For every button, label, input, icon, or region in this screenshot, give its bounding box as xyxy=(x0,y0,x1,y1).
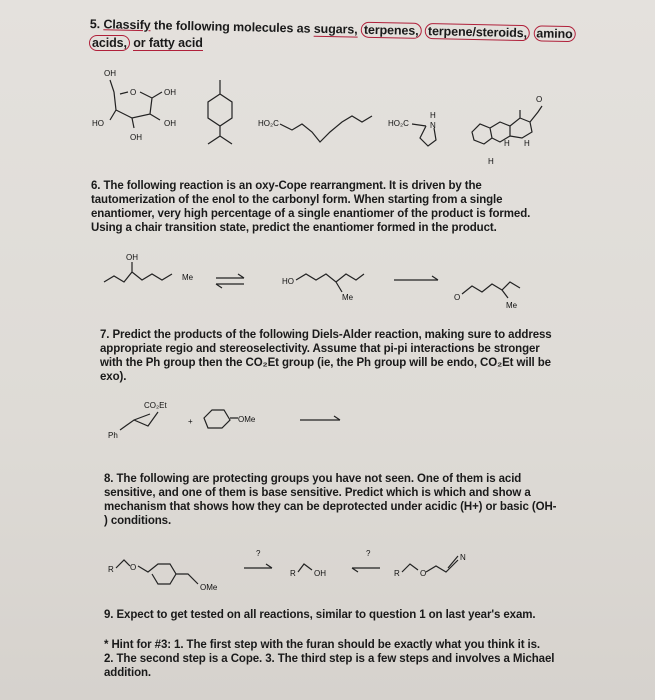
q8-text-line3: mechanism that shows how they can be deprotected under acidic (H+) or basic (OH- xyxy=(104,501,557,513)
mol1-oh-top: OH xyxy=(104,69,116,78)
mol4-ho2c: HO₂C xyxy=(388,119,409,128)
q8-text-line4: ) conditions. xyxy=(104,515,172,527)
q6-oh-label: OH xyxy=(126,253,138,262)
q7-text-line4: exo). xyxy=(100,371,127,383)
q8-o3: O xyxy=(420,569,427,578)
hint-text-line3: addition. xyxy=(104,667,152,679)
q6-ho-label: HO xyxy=(282,277,294,286)
q8-question2: ? xyxy=(366,549,371,558)
q6-o-label: O xyxy=(454,293,461,302)
hint-line1 xyxy=(104,638,540,653)
terpene-molecule xyxy=(208,80,232,144)
q8-line4 xyxy=(104,514,171,529)
q7-text-line2: appropriate regio and stereoselectivity. Assume that pi-pi interactions be stronger xyxy=(100,343,540,355)
q5-amino: amino xyxy=(533,25,576,42)
q5-classify: Classify xyxy=(103,17,151,33)
q7-line2 xyxy=(100,342,540,357)
q8-text-line2: sensitive, and one of them is base sensitive. Predict which is which and show a xyxy=(104,487,531,499)
q8-question1: ? xyxy=(256,549,261,558)
hint-line3 xyxy=(104,666,151,681)
hint-text-line2: 2. The second step is a Cope. 3. The third step is a few steps and involves a Michael xyxy=(104,653,555,665)
q8-line2 xyxy=(104,486,531,501)
q8-r1: R xyxy=(108,565,114,574)
q5-molecules-figure xyxy=(80,62,560,172)
mol1-oh-bottom: OH xyxy=(130,133,142,142)
q9-text-line1: 9. Expect to get tested on all reactions, similar to question 1 on last year's exam. xyxy=(104,609,536,621)
fatty-acid-molecule xyxy=(258,116,372,142)
amino-acid-molecule xyxy=(388,111,436,146)
mol1-ring-o: O xyxy=(130,88,137,97)
q7-reaction-figure xyxy=(100,398,380,448)
mol1-oh-right: OH xyxy=(164,88,176,97)
q8-line3 xyxy=(104,500,556,515)
mol3-ho2c: HO₂C xyxy=(258,119,279,128)
q6-text-line3: enantiomer, very high percentage of a single enantiomer of the product is formed. xyxy=(91,208,531,220)
mol1-oh-right2: OH xyxy=(164,119,176,128)
q6-text-line1: 6. The following reaction is an oxy-Cope rearrangment. It is driven by the xyxy=(91,180,482,192)
sugar-molecule xyxy=(92,69,176,142)
q5-or-fatty-acid: or fatty acid xyxy=(133,36,203,50)
q6-me-label1: Me xyxy=(182,273,194,282)
mol5-h3: H xyxy=(488,157,494,166)
q8-text-line1: 8. The following are protecting groups you have not seen. One of them is acid xyxy=(104,473,522,485)
q8-o1: O xyxy=(130,563,137,572)
q8-r2: R xyxy=(290,569,296,578)
q6-reaction-figure xyxy=(96,250,536,310)
q8-n-label: N xyxy=(460,553,466,562)
hint-text-line1: * Hint for #3: 1. The first step with the furan should be exactly what you think it is. xyxy=(104,639,541,651)
mol5-ketone-o: O xyxy=(536,95,543,104)
q6-me-label3: Me xyxy=(506,301,518,310)
q6-text-line4: Using a chair transition state, predict the enantiomer formed in the product. xyxy=(91,222,497,234)
mol5-h1: H xyxy=(504,139,510,148)
q6-line4 xyxy=(91,221,497,236)
q7-co2et-label: CO₂Et xyxy=(144,401,167,410)
q7-ome-label: OMe xyxy=(238,415,256,424)
q7-line1 xyxy=(100,328,552,343)
q6-me-label2: Me xyxy=(342,293,354,302)
hint-line2 xyxy=(104,652,554,667)
q5-acids: acids, xyxy=(89,35,130,51)
q6-text-line2: tautomerization of the enol to the carbonyl form. When starting from a single xyxy=(91,194,503,206)
q5-terpene-steroids: terpene/steroids, xyxy=(425,23,530,41)
q8-line1 xyxy=(104,472,521,487)
q7-text-line1: 7. Predict the products of the following Diels-Alder reaction, making sure to address xyxy=(100,329,552,341)
q7-text-line3: with the Ph group then the CO₂Et group (ie, the Ph group will be endo, CO₂Et will be xyxy=(100,357,551,369)
q7-line3 xyxy=(100,356,551,371)
q7-ph-label: Ph xyxy=(108,431,118,440)
mol1-ho: HO xyxy=(92,119,104,128)
q5-line1-rest: the following molecules as xyxy=(150,18,314,36)
q6-line2 xyxy=(91,193,502,208)
q8-ome-label: OMe xyxy=(200,583,218,592)
q5-sugars: sugars, xyxy=(313,21,358,37)
steroid-molecule xyxy=(472,95,542,166)
mol4-h: H xyxy=(430,111,436,120)
q9-line1 xyxy=(104,608,535,623)
q8-oh-label: OH xyxy=(314,569,326,578)
q8-r3: R xyxy=(394,569,400,578)
q5-number: 5. xyxy=(89,17,104,32)
q5-terpenes: terpenes, xyxy=(361,22,422,39)
q6-line3 xyxy=(91,207,530,222)
mol4-n: N xyxy=(430,121,436,130)
mol5-h2: H xyxy=(524,139,530,148)
q7-line4 xyxy=(100,370,126,385)
q6-line1 xyxy=(91,179,482,194)
q8-reaction-figure xyxy=(104,546,474,596)
q5-line2 xyxy=(89,36,203,51)
q7-plus: + xyxy=(188,417,193,426)
